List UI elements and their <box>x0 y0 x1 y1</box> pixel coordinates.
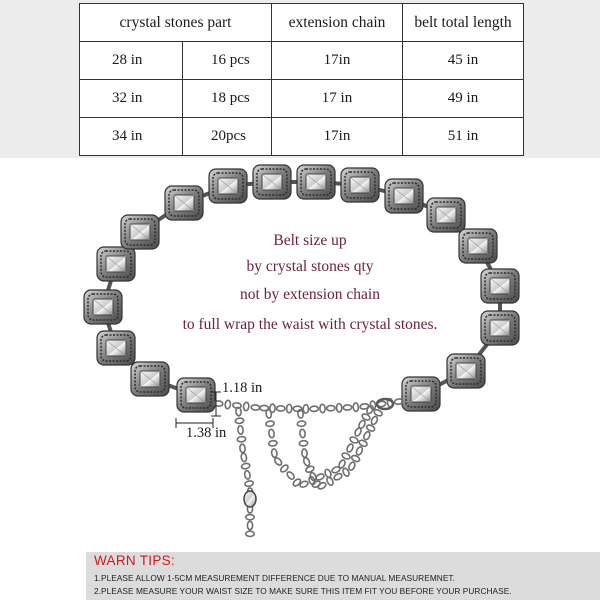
stone-height-label: 1.18 in <box>222 380 263 396</box>
chain-ring <box>353 403 359 412</box>
warn-tips-title: WARN TIPS: <box>94 553 176 568</box>
warn-tip-line-2: 2.PLEASE MEASURE YOUR WAIST SIZE TO MAKE SURE THIS ITEM FIT YOU BEFORE YOUR PURCHASE. <box>94 586 512 596</box>
chain-ring <box>286 404 291 413</box>
chain-ring <box>237 436 246 442</box>
extension-chain <box>214 398 403 536</box>
chain-ring <box>358 419 367 429</box>
chain-ring <box>303 405 308 414</box>
header-extension-chain: extension chain <box>272 4 403 42</box>
cell-waist: 32 in <box>80 80 183 118</box>
chain-ring <box>366 405 375 415</box>
cell-total: 45 in <box>403 42 524 80</box>
chain-ring <box>251 404 260 410</box>
chain-ring <box>299 440 308 446</box>
cell-extension: 17in <box>272 42 403 80</box>
cell-total: 51 in <box>403 118 524 156</box>
cell-waist: 34 in <box>80 118 183 156</box>
chain-ring <box>333 472 343 481</box>
crystal-stone <box>97 247 135 281</box>
crystal-stone <box>97 331 135 365</box>
chain-ring <box>355 446 363 456</box>
chain-ring <box>266 409 272 418</box>
chain-ring <box>320 404 326 413</box>
cell-stones: 20pcs <box>183 118 272 156</box>
crystal-stone <box>177 378 215 412</box>
crystal-stone <box>427 198 465 232</box>
table-row <box>80 42 524 80</box>
stone-width-label: 1.38 in <box>186 425 227 441</box>
chain-ring <box>303 457 311 467</box>
belt-note-line-1: Belt size up <box>273 232 347 249</box>
chain-ring <box>244 480 253 487</box>
chain-ring <box>349 436 359 444</box>
chain-ring <box>239 444 245 453</box>
chain-ring <box>271 449 277 458</box>
crystal-stone <box>447 354 485 388</box>
chain-ring <box>277 406 286 411</box>
chain-ring <box>326 476 335 486</box>
chain-ring <box>244 470 251 479</box>
belt-illustration <box>0 158 600 543</box>
chain-ring <box>346 443 354 453</box>
belt-drawing <box>0 158 600 543</box>
cell-stones: 16 pcs <box>183 42 272 80</box>
chain-ring <box>266 421 275 427</box>
table-row <box>80 80 524 118</box>
crystal-stone <box>297 165 335 199</box>
chain-ring <box>235 418 244 424</box>
chain-ring <box>336 404 342 413</box>
crystal-stone <box>481 269 519 303</box>
belt-note-line-2: by crystal stones qty <box>246 258 374 275</box>
chain-ring <box>327 405 336 411</box>
chain-ring <box>241 453 248 462</box>
chain-ring <box>246 515 254 520</box>
cell-total: 49 in <box>403 80 524 118</box>
table-header-row <box>80 4 524 42</box>
chain-ring <box>268 429 274 438</box>
crystal-stone <box>209 169 247 203</box>
chain-ring <box>363 431 371 441</box>
chain-ring <box>297 421 306 427</box>
chain-ring <box>301 449 307 458</box>
chain-ring <box>343 405 352 411</box>
crystal-stone <box>341 168 379 202</box>
header-crystal-stones-part: crystal stones part <box>80 4 272 42</box>
chain-ring <box>247 521 252 529</box>
crystal-stone <box>165 186 203 220</box>
header-belt-total-length: belt total length <box>403 4 524 42</box>
warn-tips-box <box>86 552 600 600</box>
warn-tip-line-1: 1.PLEASE ALLOW 1-5CM MEASUREMENT DIFFERENCE DUE TO MANUAL MEASUREMNET. <box>94 573 455 583</box>
crystal-stone <box>385 179 423 213</box>
chain-ring <box>273 457 282 467</box>
belt-note-line-3: not by extension chain <box>240 286 380 303</box>
chain-ring <box>246 531 254 536</box>
chain-ring <box>225 400 231 409</box>
crystal-stone <box>253 165 291 199</box>
cell-extension: 17in <box>272 118 403 156</box>
cell-waist: 28 in <box>80 42 183 80</box>
size-table-section <box>0 0 600 158</box>
chain-ring <box>286 471 295 481</box>
cell-stones: 18 pcs <box>183 80 272 118</box>
chain-ring <box>370 416 378 426</box>
belt-note-line-4: to full wrap the waist with crystal stones. <box>182 316 438 333</box>
crystal-stone <box>402 377 440 411</box>
chain-ring <box>348 461 356 471</box>
cell-extension: 17 in <box>272 80 403 118</box>
size-table <box>79 3 524 156</box>
chain-ring <box>237 426 243 435</box>
end-charm <box>244 491 256 507</box>
chain-ring <box>241 463 250 470</box>
chain-ring <box>310 406 319 412</box>
chain-ring <box>341 452 351 460</box>
chain-ring <box>299 429 305 438</box>
table-row <box>80 118 524 156</box>
crystal-stone <box>84 290 122 324</box>
chain-ring <box>243 402 249 411</box>
crystal-stone <box>131 362 169 396</box>
chain-ring <box>268 440 277 446</box>
chain-ring <box>317 481 327 490</box>
